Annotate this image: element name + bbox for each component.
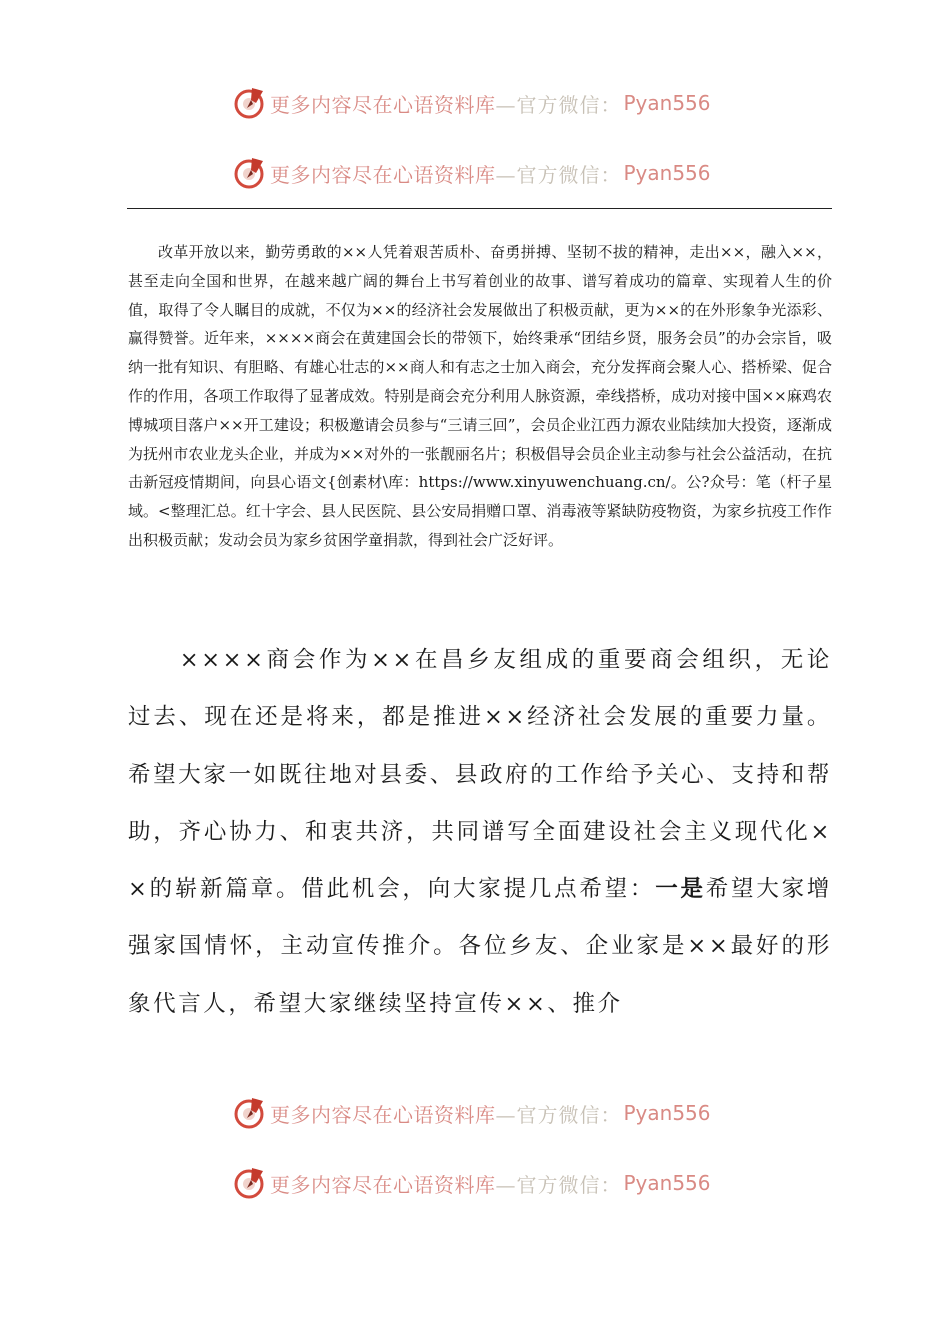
banner-wechat-id: Pyan556	[623, 1171, 711, 1195]
banner-wechat-id: Pyan556	[623, 91, 711, 115]
pen-logo-icon	[232, 86, 266, 120]
body-paragraph-small: 改革开放以来，勤劳勇敢的××人凭着艰苦质朴、奋勇拼搏、坚韧不拔的精神，走出××，融入××，甚至走向全国和世界，在越来越广阔的舞台上书写着创业的故事、谱写着成功的篇章、实现着人生的价值，取得了令人瞩目的成就，不仅为××的经济社会发展做出了积极贡献，更为××的在外形象争光添彩、赢得赞誉。近年来，××××商会在黄建国会长的带领下，始终秉承“团结乡贤，服务会员”的办会宗旨，吸纳一批有知识、有胆略、有雄心壮志的××商人和有志之士加入商会，充分发挥商会聚人心、搭桥梁、促合作的作用，各项工作取得了显著成效。特别是商会充分利用人脉资源，牵线搭桥，成功对接中国××麻鸡农博城项目落户××开工建设；积极邀请会员参与“三请三回”，会员企业江西力源农业陆续加大投资，逐渐成为抚州市农业龙头企业，并成为××对外的一张靓丽名片；积极倡导会员企业主动参与社会公益活动，在抗击新冠疫情期间，向县心语文{创素材\库：https://www.xinyuwenchuang.cn/。公?众号：笔（杆子星域。<整理汇总。红十字会、县人民医院、县公安局捐赠口罩、消毒液等紧缺防疫物资，为家乡抗疫工作作出积极贡献；发动会员为家乡贫困学童捐款，得到社会广泛好评。	[128, 243, 832, 549]
paragraph-text-before: ××××商会作为××在昌乡友组成的重要商会组织，无论过去、现在还是将来，都是推进××经济社会发展的重要力量。希望大家一如既往地对县委、县政府的工作给予关心、支持和帮助，齐心协力、和衷共济，共同谱写全面建设社会主义现代化××的崭新篇章。借此机会，向大家提几点希望：	[128, 647, 832, 903]
banner-main-text: 更多内容尽在心语资料库	[270, 92, 496, 117]
watermark-banner-2	[232, 155, 711, 191]
paragraph-text-after: 希望大家增强家国情怀，主动宣传推介。各位乡友、企业家是××最好的形象代言人，希望大家继续坚持宣传××、推介	[128, 876, 832, 1017]
header-divider	[127, 208, 832, 209]
banner-sub-text: —官方微信：	[495, 92, 622, 117]
banner-main-text: 更多内容尽在心语资料库	[270, 1172, 496, 1197]
pen-logo-icon	[232, 1096, 266, 1130]
banner-sub-text: —官方微信：	[495, 1102, 622, 1127]
body-paragraph-large	[128, 632, 832, 1033]
paragraph-bold-marker: 一是	[655, 876, 706, 903]
pen-logo-icon	[232, 156, 266, 190]
banner-wechat-id: Pyan556	[623, 1101, 711, 1125]
watermark-banner-4	[232, 1165, 711, 1201]
banner-sub-text: —官方微信：	[495, 1172, 622, 1197]
banner-main-text: 更多内容尽在心语资料库	[270, 1102, 496, 1127]
watermark-banner-1	[232, 85, 711, 121]
watermark-banner-3	[232, 1095, 711, 1131]
banner-wechat-id: Pyan556	[623, 161, 711, 185]
pen-logo-icon	[232, 1166, 266, 1200]
banner-main-text: 更多内容尽在心语资料库	[270, 162, 496, 187]
banner-sub-text: —官方微信：	[495, 162, 622, 187]
